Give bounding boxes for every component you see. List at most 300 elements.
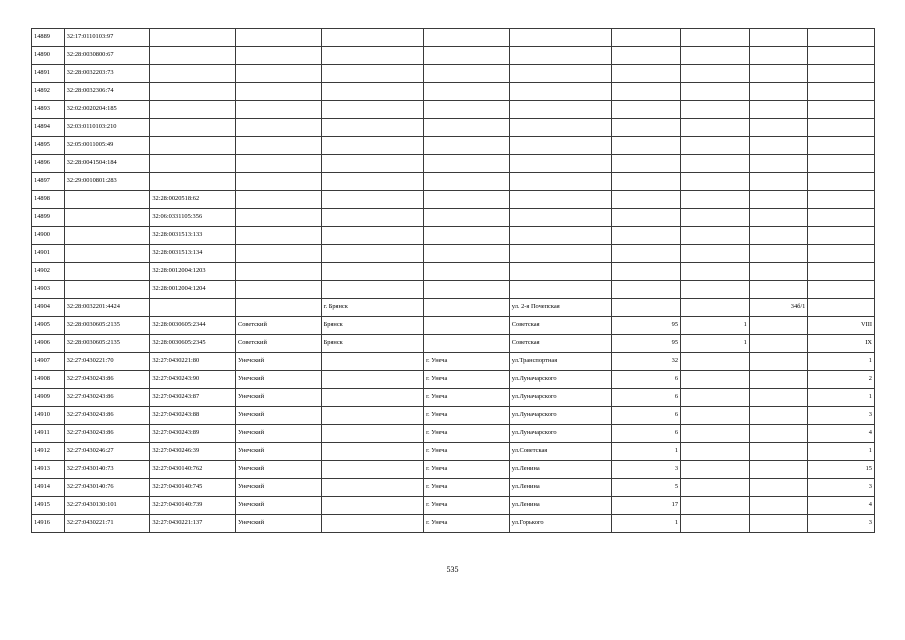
cell-street: ул.Ленина [509, 461, 612, 479]
table-row [32, 83, 875, 101]
cell-house-number-extra [749, 443, 808, 461]
cell-apartment-number: 4 [808, 497, 875, 515]
cell-cadastral-number: 32:28:0032203:73 [64, 65, 150, 83]
cell-building [681, 515, 750, 533]
cell-house-number [612, 245, 681, 263]
cell-house-number-extra [749, 101, 808, 119]
cell-cadastral-number: 32:02:0020204:185 [64, 101, 150, 119]
cell-house-number-extra [749, 425, 808, 443]
cell-city [321, 83, 424, 101]
cell-house-number [612, 101, 681, 119]
cell-street [509, 263, 612, 281]
cell-apartment-number [808, 263, 875, 281]
cell-building [681, 191, 750, 209]
cell-cadastral-number-room: 32:27:0430243:90 [150, 371, 236, 389]
cell-cadastral-number-room: 32:28:0012004:1203 [150, 263, 236, 281]
cell-city: Брянск [321, 335, 424, 353]
cell-apartment-number: 2 [808, 371, 875, 389]
cell-city [321, 461, 424, 479]
cell-cadastral-number-room: 32:28:0031513:133 [150, 227, 236, 245]
cell-street [509, 245, 612, 263]
cell-cadastral-number-room: 32:27:0430246:39 [150, 443, 236, 461]
cell-locality [424, 317, 510, 335]
cell-house-number [612, 281, 681, 299]
cell-row-number: 14896 [32, 155, 65, 173]
cell-cadastral-number: 32:28:0030800:67 [64, 47, 150, 65]
cell-house-number-extra [749, 137, 808, 155]
cell-locality [424, 47, 510, 65]
page-number: 535 [446, 565, 459, 574]
cell-building [681, 65, 750, 83]
cell-locality [424, 263, 510, 281]
cell-street [509, 83, 612, 101]
cell-cadastral-number: 32:27:0430243:86 [64, 425, 150, 443]
cell-house-number-extra [749, 515, 808, 533]
table-row [32, 101, 875, 119]
cell-building [681, 479, 750, 497]
cell-street: ул.Ленина [509, 479, 612, 497]
cell-row-number: 14897 [32, 173, 65, 191]
cell-house-number-extra [749, 407, 808, 425]
cell-city [321, 101, 424, 119]
cell-locality: г. Унеча [424, 461, 510, 479]
cell-locality [424, 209, 510, 227]
table-row [32, 407, 875, 425]
cell-building: 1 [681, 335, 750, 353]
cell-street: ул.Советская [509, 443, 612, 461]
cell-row-number: 14891 [32, 65, 65, 83]
cell-apartment-number [808, 47, 875, 65]
cell-street: ул.Ленина [509, 497, 612, 515]
cell-locality: г. Унеча [424, 497, 510, 515]
cell-house-number [612, 263, 681, 281]
cell-street [509, 137, 612, 155]
cell-district [235, 29, 321, 47]
table-row [32, 191, 875, 209]
cell-locality [424, 101, 510, 119]
cell-apartment-number: 3 [808, 407, 875, 425]
cell-row-number: 14893 [32, 101, 65, 119]
cell-cadastral-number [64, 263, 150, 281]
cell-cadastral-number: 32:28:0030605:2135 [64, 335, 150, 353]
cell-city [321, 389, 424, 407]
cell-cadastral-number: 32:27:0430221:71 [64, 515, 150, 533]
cell-cadastral-number: 32:27:0430221:70 [64, 353, 150, 371]
cell-cadastral-number-room: 32:06:0331105:356 [150, 209, 236, 227]
cell-district [235, 155, 321, 173]
cell-cadastral-number: 32:03:0110103:210 [64, 119, 150, 137]
cell-city [321, 479, 424, 497]
cell-apartment-number [808, 155, 875, 173]
cell-street [509, 155, 612, 173]
cell-house-number-extra [749, 227, 808, 245]
cell-cadastral-number [64, 281, 150, 299]
cell-city [321, 515, 424, 533]
cell-locality [424, 191, 510, 209]
table-row [32, 425, 875, 443]
cell-row-number: 14898 [32, 191, 65, 209]
cell-apartment-number: IX [808, 335, 875, 353]
cell-building [681, 155, 750, 173]
table-row [32, 137, 875, 155]
cell-street [509, 29, 612, 47]
cell-cadastral-number-room: 32:27:0430140:762 [150, 461, 236, 479]
cell-house-number: 6 [612, 407, 681, 425]
table-row [32, 497, 875, 515]
cell-district: Унечский [235, 443, 321, 461]
cell-row-number: 14914 [32, 479, 65, 497]
table-row [32, 209, 875, 227]
cell-street [509, 227, 612, 245]
cell-apartment-number: 3 [808, 479, 875, 497]
cell-city [321, 443, 424, 461]
cell-district [235, 137, 321, 155]
cell-district: Унечский [235, 479, 321, 497]
table-row [32, 173, 875, 191]
cell-house-number [612, 65, 681, 83]
cell-house-number-extra [749, 479, 808, 497]
cell-house-number: 5 [612, 479, 681, 497]
cell-house-number-extra [749, 119, 808, 137]
cell-house-number-extra [749, 155, 808, 173]
cell-locality: г. Унеча [424, 371, 510, 389]
table-row [32, 47, 875, 65]
cell-district [235, 119, 321, 137]
cell-row-number: 14913 [32, 461, 65, 479]
cell-building [681, 29, 750, 47]
cell-house-number-extra [749, 173, 808, 191]
cell-row-number: 14905 [32, 317, 65, 335]
cell-row-number: 14908 [32, 371, 65, 389]
cell-row-number: 14912 [32, 443, 65, 461]
cell-locality [424, 119, 510, 137]
cell-city [321, 407, 424, 425]
cell-building [681, 299, 750, 317]
cell-district: Унечский [235, 353, 321, 371]
cell-city [321, 371, 424, 389]
cell-house-number [612, 47, 681, 65]
cell-house-number [612, 83, 681, 101]
cell-row-number: 14911 [32, 425, 65, 443]
cell-house-number-extra [749, 353, 808, 371]
cell-apartment-number [808, 299, 875, 317]
cell-house-number-extra [749, 245, 808, 263]
cell-cadastral-number-room [150, 299, 236, 317]
cell-district [235, 47, 321, 65]
cell-apartment-number: 1 [808, 443, 875, 461]
cell-district [235, 227, 321, 245]
table-row [32, 119, 875, 137]
cell-building [681, 407, 750, 425]
cell-district [235, 209, 321, 227]
cell-locality [424, 155, 510, 173]
cell-district [235, 191, 321, 209]
cell-locality [424, 281, 510, 299]
cell-house-number [612, 227, 681, 245]
cell-apartment-number: VIII [808, 317, 875, 335]
cell-house-number-extra [749, 191, 808, 209]
cell-house-number: 95 [612, 317, 681, 335]
cell-cadastral-number-room [150, 155, 236, 173]
cell-cadastral-number-room [150, 137, 236, 155]
cell-house-number: 1 [612, 443, 681, 461]
cell-street: ул.Луначарского [509, 371, 612, 389]
cell-cadastral-number: 32:27:0430140:76 [64, 479, 150, 497]
cell-cadastral-number [64, 191, 150, 209]
cell-cadastral-number: 32:05:0011005:49 [64, 137, 150, 155]
cell-house-number: 1 [612, 515, 681, 533]
cell-building [681, 389, 750, 407]
cell-house-number [612, 29, 681, 47]
cell-apartment-number [808, 101, 875, 119]
cell-city [321, 245, 424, 263]
cell-building [681, 443, 750, 461]
cell-cadastral-number-room: 32:27:0430140:739 [150, 497, 236, 515]
cell-cadastral-number: 32:27:0430243:86 [64, 407, 150, 425]
cell-district [235, 281, 321, 299]
cell-building [681, 227, 750, 245]
cell-house-number [612, 299, 681, 317]
cell-house-number-extra [749, 317, 808, 335]
cell-house-number [612, 173, 681, 191]
cell-house-number-extra [749, 263, 808, 281]
cell-city [321, 191, 424, 209]
cell-cadastral-number [64, 227, 150, 245]
cell-locality [424, 335, 510, 353]
cell-city [321, 425, 424, 443]
cell-locality: г. Унеча [424, 479, 510, 497]
cell-cadastral-number-room [150, 173, 236, 191]
cell-city [321, 65, 424, 83]
cell-cadastral-number-room: 32:28:0031513:134 [150, 245, 236, 263]
cell-building [681, 425, 750, 443]
cell-row-number: 14903 [32, 281, 65, 299]
cell-row-number: 14895 [32, 137, 65, 155]
cell-street [509, 281, 612, 299]
cell-building [681, 461, 750, 479]
cell-cadastral-number-room: 32:27:0430140:745 [150, 479, 236, 497]
cell-row-number: 14916 [32, 515, 65, 533]
cell-building [681, 101, 750, 119]
cell-street [509, 209, 612, 227]
cell-cadastral-number: 32:28:0030605:2135 [64, 317, 150, 335]
cell-row-number: 14909 [32, 389, 65, 407]
cell-house-number [612, 209, 681, 227]
cell-locality [424, 173, 510, 191]
table-row [32, 65, 875, 83]
cell-locality: г. Унеча [424, 407, 510, 425]
cell-district [235, 83, 321, 101]
cell-city [321, 281, 424, 299]
cell-house-number: 32 [612, 353, 681, 371]
cell-house-number-extra [749, 371, 808, 389]
cell-street [509, 173, 612, 191]
cell-locality [424, 227, 510, 245]
cell-district [235, 245, 321, 263]
cell-row-number: 14889 [32, 29, 65, 47]
cell-cadastral-number-room: 32:27:0430243:87 [150, 389, 236, 407]
cell-cadastral-number-room [150, 29, 236, 47]
cell-locality [424, 29, 510, 47]
cell-city [321, 353, 424, 371]
cell-apartment-number [808, 245, 875, 263]
cell-city [321, 155, 424, 173]
table-row [32, 317, 875, 335]
cell-building [681, 173, 750, 191]
cell-apartment-number [808, 209, 875, 227]
cell-building [681, 119, 750, 137]
cell-street [509, 191, 612, 209]
cell-cadastral-number: 32:28:0032201:4424 [64, 299, 150, 317]
cell-district: Унечский [235, 425, 321, 443]
cell-cadastral-number: 32:27:0430246:27 [64, 443, 150, 461]
cell-cadastral-number: 32:27:0430243:86 [64, 389, 150, 407]
cell-cadastral-number-room: 32:28:0030605:2345 [150, 335, 236, 353]
cell-city: Брянск [321, 317, 424, 335]
cell-cadastral-number-room [150, 83, 236, 101]
cell-cadastral-number-room: 32:27:0430221:137 [150, 515, 236, 533]
cell-building [681, 371, 750, 389]
cell-house-number: 3 [612, 461, 681, 479]
cell-district: Советский [235, 317, 321, 335]
cell-apartment-number [808, 137, 875, 155]
cell-apartment-number: 1 [808, 389, 875, 407]
cell-building [681, 497, 750, 515]
cell-house-number-extra [749, 497, 808, 515]
cell-house-number: 95 [612, 335, 681, 353]
cell-city [321, 227, 424, 245]
cell-cadastral-number: 32:17:0110103:97 [64, 29, 150, 47]
table-row [32, 227, 875, 245]
cell-cadastral-number-room: 32:28:0020518:62 [150, 191, 236, 209]
cell-house-number [612, 155, 681, 173]
cell-locality: г. Унеча [424, 515, 510, 533]
cell-locality [424, 245, 510, 263]
cell-row-number: 14902 [32, 263, 65, 281]
cell-cadastral-number: 32:27:0430140:73 [64, 461, 150, 479]
cell-house-number: 6 [612, 371, 681, 389]
cell-locality: г. Унеча [424, 353, 510, 371]
cell-cadastral-number-room: 32:28:0030605:2344 [150, 317, 236, 335]
cell-cadastral-number-room: 32:27:0430243:89 [150, 425, 236, 443]
cell-house-number-extra [749, 461, 808, 479]
cell-city [321, 137, 424, 155]
cell-house-number-extra [749, 83, 808, 101]
cell-apartment-number [808, 65, 875, 83]
cell-row-number: 14901 [32, 245, 65, 263]
table-row [32, 443, 875, 461]
cell-apartment-number: 1 [808, 353, 875, 371]
cell-house-number: 6 [612, 389, 681, 407]
cell-row-number: 14900 [32, 227, 65, 245]
table-row [32, 335, 875, 353]
cell-district: Унечский [235, 389, 321, 407]
cell-apartment-number [808, 173, 875, 191]
cell-apartment-number [808, 119, 875, 137]
cell-district: Унечский [235, 461, 321, 479]
cell-cadastral-number [64, 209, 150, 227]
cell-district: Унечский [235, 371, 321, 389]
cell-row-number: 14906 [32, 335, 65, 353]
cell-house-number [612, 191, 681, 209]
cell-apartment-number [808, 29, 875, 47]
cell-district: Унечский [235, 515, 321, 533]
table-row [32, 353, 875, 371]
cell-building [681, 209, 750, 227]
cell-district [235, 173, 321, 191]
registry-table [31, 28, 875, 533]
cell-row-number: 14907 [32, 353, 65, 371]
table-row [32, 515, 875, 533]
cell-district [235, 263, 321, 281]
cell-street: ул.Луначарского [509, 425, 612, 443]
cell-district [235, 299, 321, 317]
cell-locality [424, 65, 510, 83]
cell-cadastral-number-room [150, 101, 236, 119]
cell-house-number [612, 137, 681, 155]
cell-house-number-extra: 34б/1 [749, 299, 808, 317]
cell-house-number: 6 [612, 425, 681, 443]
cell-district: Унечский [235, 497, 321, 515]
cell-apartment-number: 4 [808, 425, 875, 443]
cell-city [321, 209, 424, 227]
cell-city [321, 119, 424, 137]
cell-house-number-extra [749, 389, 808, 407]
cell-locality [424, 137, 510, 155]
cell-building: 1 [681, 317, 750, 335]
cell-street: ул. 2-я Почепская [509, 299, 612, 317]
cell-cadastral-number-room [150, 119, 236, 137]
cell-street [509, 65, 612, 83]
cell-apartment-number [808, 83, 875, 101]
cell-cadastral-number-room: 32:28:0012004:1204 [150, 281, 236, 299]
cell-house-number-extra [749, 335, 808, 353]
cell-street [509, 47, 612, 65]
cell-row-number: 14910 [32, 407, 65, 425]
cell-apartment-number: 15 [808, 461, 875, 479]
cell-street: ул.Транспортная [509, 353, 612, 371]
table-row [32, 281, 875, 299]
cell-city [321, 47, 424, 65]
cell-apartment-number [808, 227, 875, 245]
cell-street: ул.Луначарского [509, 389, 612, 407]
cell-street: Советская [509, 335, 612, 353]
cell-district [235, 65, 321, 83]
cell-street: ул.Горького [509, 515, 612, 533]
cell-house-number-extra [749, 29, 808, 47]
cell-cadastral-number-room: 32:27:0430221:80 [150, 353, 236, 371]
table-row [32, 29, 875, 47]
cell-house-number-extra [749, 47, 808, 65]
cell-cadastral-number: 32:28:0041504:184 [64, 155, 150, 173]
cell-street [509, 101, 612, 119]
cell-building [681, 263, 750, 281]
cell-row-number: 14894 [32, 119, 65, 137]
cell-row-number: 14890 [32, 47, 65, 65]
cell-row-number: 14899 [32, 209, 65, 227]
cell-city [321, 29, 424, 47]
cell-street: Советская [509, 317, 612, 335]
cell-city: г. Брянск [321, 299, 424, 317]
cell-row-number: 14915 [32, 497, 65, 515]
table-row [32, 263, 875, 281]
cell-locality [424, 299, 510, 317]
cell-locality: г. Унеча [424, 425, 510, 443]
cell-building [681, 83, 750, 101]
cell-district [235, 101, 321, 119]
table-row [32, 245, 875, 263]
cell-row-number: 14904 [32, 299, 65, 317]
